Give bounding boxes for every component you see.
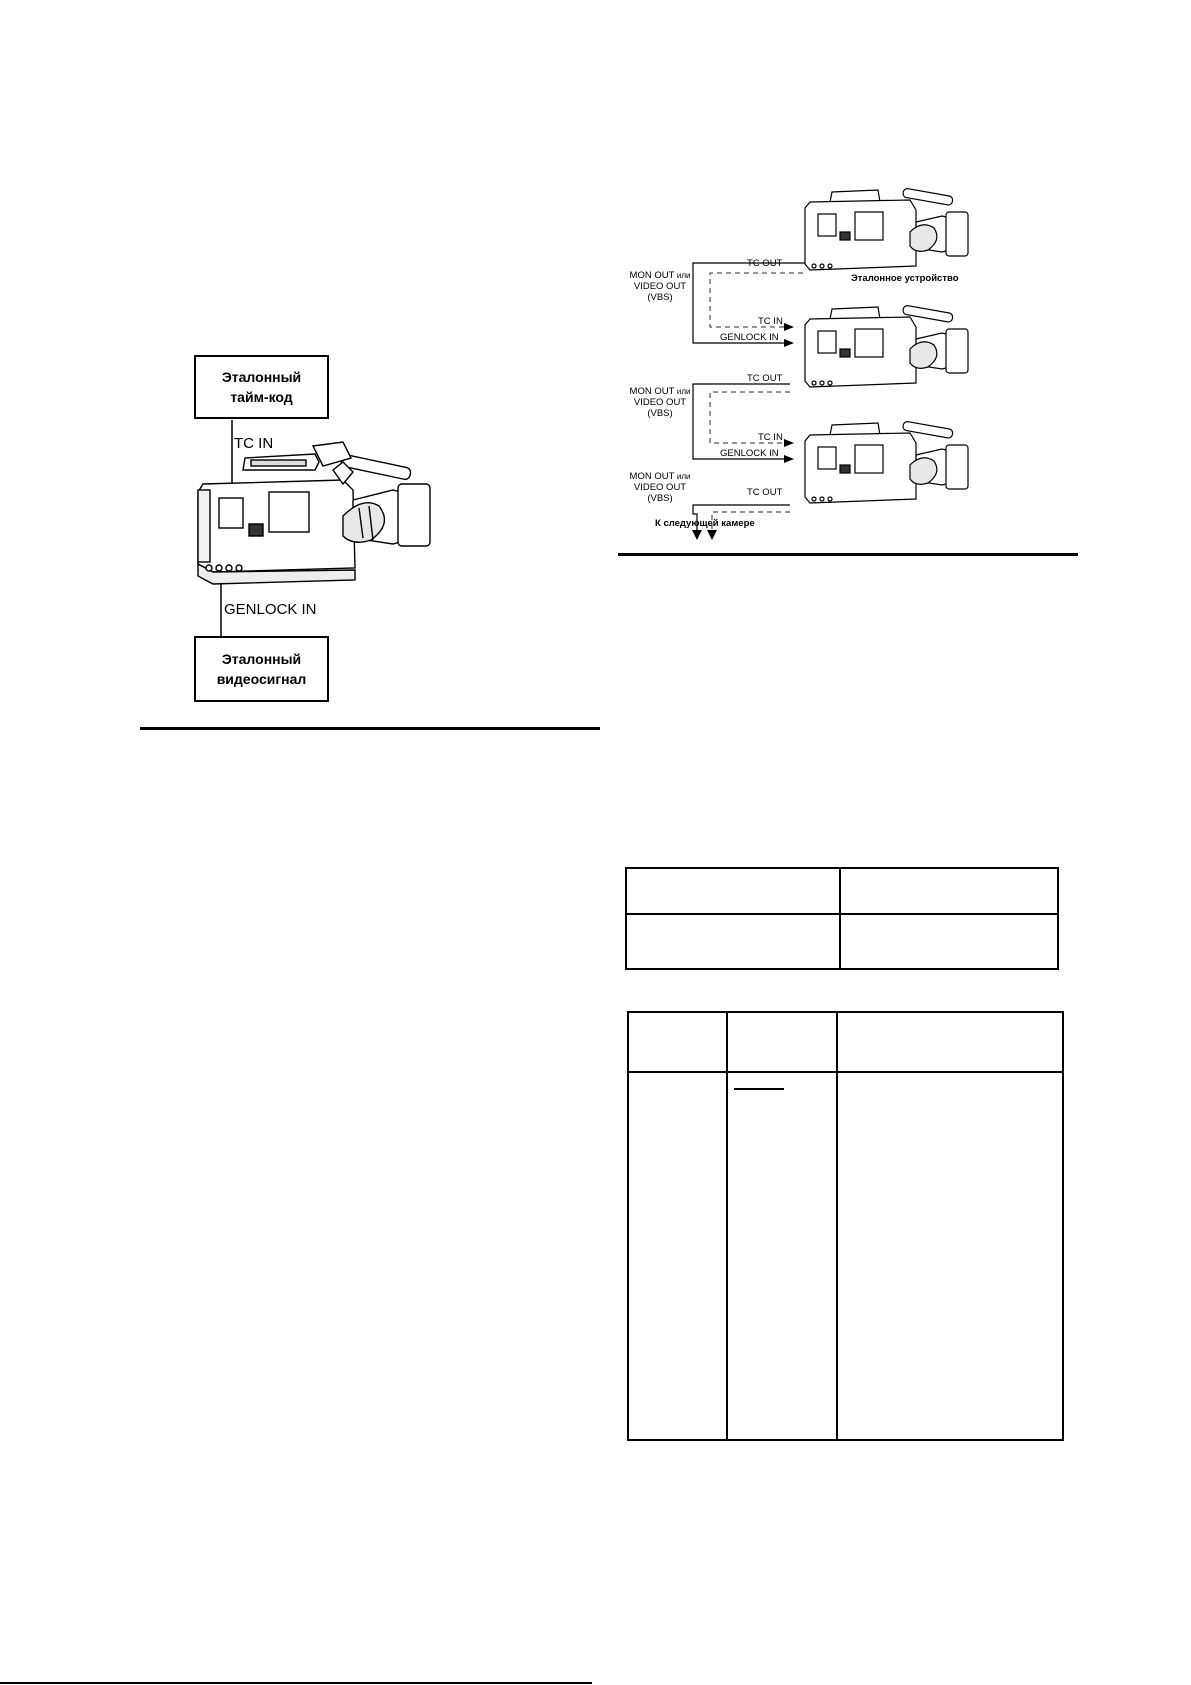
table-row: [626, 868, 1058, 914]
vbs-label: (VBS): [647, 493, 673, 504]
tc-in-label-1: TC IN: [758, 316, 783, 327]
video-out-label: VIDEO OUT: [633, 397, 687, 408]
reference-timecode-label: Эталонный тайм-код: [221, 369, 302, 405]
table-cell: [628, 1012, 727, 1072]
genlock-in-label-2: GENLOCK IN: [720, 448, 779, 459]
reference-device-label: Эталонное устройство: [851, 273, 959, 284]
ili-word: или: [676, 271, 691, 280]
mon-out-label: MON OUT: [629, 471, 675, 482]
tc-out-label-1: TC OUT: [747, 258, 783, 269]
table-cell: [727, 1072, 837, 1440]
mon-out-group-3: [620, 471, 700, 504]
tc-out-label-2: TC OUT: [747, 373, 783, 384]
vbs-label: (VBS): [647, 408, 673, 419]
table-row: [628, 1012, 1063, 1072]
table-row: [626, 914, 1058, 969]
underline-mark: [734, 1088, 784, 1090]
mon-out-group-1: [620, 270, 700, 303]
tc-in-label-2: TC IN: [758, 432, 783, 443]
mon-out-group-2: [620, 386, 700, 419]
right-section-rule: [618, 553, 1078, 556]
table-cell: [727, 1012, 837, 1072]
ili-word: или: [676, 387, 691, 396]
table-cell: [626, 868, 840, 914]
bottom-page-rule: [0, 1682, 592, 1684]
reference-camera-illustration: [800, 180, 985, 280]
video-out-label: VIDEO OUT: [633, 482, 687, 493]
table-cell: [837, 1012, 1063, 1072]
mon-out-label: MON OUT: [629, 270, 675, 281]
mon-out-label: MON OUT: [629, 386, 675, 397]
table-cell: [840, 914, 1058, 969]
genlock-in-label-1: GENLOCK IN: [720, 332, 779, 343]
third-camera-illustration: [800, 413, 985, 513]
ili-word: или: [676, 472, 691, 481]
table-cell: [837, 1072, 1063, 1440]
settings-table-small: [625, 867, 1059, 970]
table-cell: [626, 914, 840, 969]
genlock-in-label: GENLOCK IN: [224, 601, 317, 618]
next-camera-label: К следующей камере: [655, 518, 755, 529]
video-out-label: VIDEO OUT: [633, 281, 687, 292]
reference-video-label: Эталонный видеосигнал: [216, 651, 307, 687]
table-cell: [840, 868, 1058, 914]
settings-table-large: [627, 1011, 1064, 1441]
table-cell: [628, 1072, 727, 1440]
second-camera-illustration: [800, 297, 985, 397]
vbs-label: (VBS): [647, 292, 673, 303]
tc-out-label-3: TC OUT: [747, 487, 783, 498]
tc-in-label: TC IN: [234, 435, 274, 452]
table-row: [628, 1072, 1063, 1440]
